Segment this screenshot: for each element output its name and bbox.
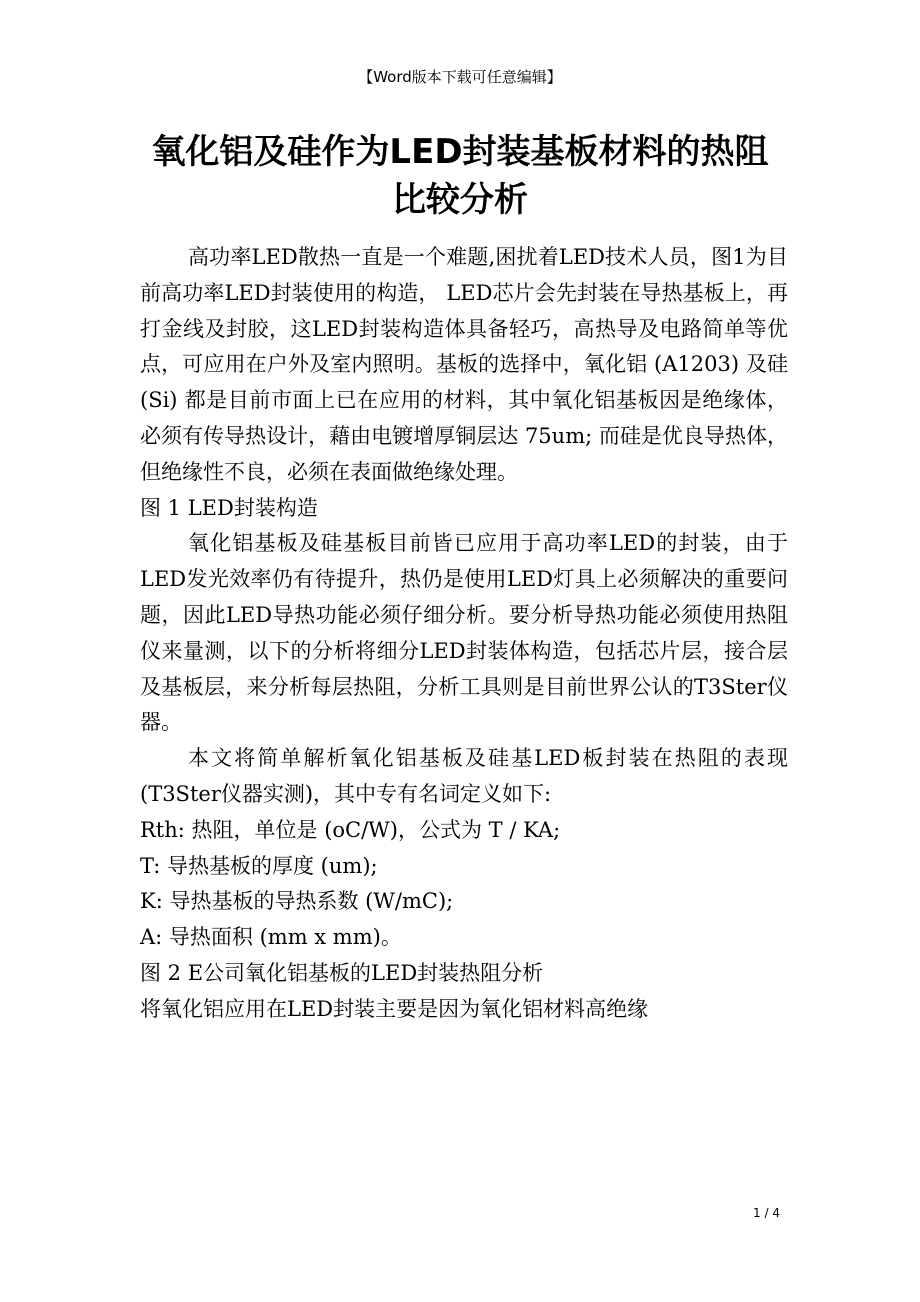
title-line-2: 比较分析 — [392, 180, 528, 220]
definition-rth: Rth: 热阻，单位是 (oC/W)，公式为 T / KA; — [140, 817, 561, 842]
paragraph-4: 将氧化铝应用在LED封装主要是因为氧化铝材料高绝缘 — [140, 996, 649, 1021]
title-line-1: 氧化铝及硅作为LED封装基板材料的热阻 — [151, 132, 769, 172]
figure-2-caption: 图 2 E公司氧化铝基板的LED封装热阻分析 — [140, 960, 544, 985]
document-title — [100, 128, 820, 224]
document-body — [140, 240, 788, 1028]
definition-k: K: 导热基板的导热系数 (W/mC); — [140, 889, 454, 914]
paragraph-1: 高功率LED散热一直是一个难题,困扰着LED技术人员，图1为目前高功率LED封装使用的构造， LED芯片会先封装在导热基板上，再打金线及封胶，这LED封装构造体具备轻巧，高热导及电路简单等优点，可应用在户外及室内照明。基板的选择中，氧化铝 (A1203) 及硅 (Si) 都是目前市面上已在应用的材料，其中氧化铝基板因是绝缘体，必须有传导热设计，藉由电镀增厚铜层达 75um; 而硅是优良导热体，但绝缘性不良，必须在表面做绝缘处理。 — [140, 245, 788, 484]
definition-t: T: 导热基板的厚度 (um); — [140, 853, 378, 878]
figure-1-caption: 图 1 LED封装构造 — [140, 495, 318, 520]
page-header: 【Word版本下载可任意编辑】 — [358, 68, 562, 86]
page-number: 1 / 4 — [753, 1206, 780, 1220]
paragraph-2: 氧化铝基板及硅基板目前皆已应用于高功率LED的封装，由于LED发光效率仍有待提升，热仍是使用LED灯具上必须解决的重要问题，因此LED导热功能必须仔细分析。要分析导热功能必须使用热阻仪来量测，以下的分析将细分LED封装体构造，包括芯片层，接合层及基板层，来分析每层热阻，分析工具则是目前世界公认的T3Ster仪器。 — [140, 531, 788, 735]
paragraph-3: 本文将简单解析氧化铝基板及硅基LED板封装在热阻的表现 (T3Ster仪器实测)，其中专有名词定义如下: — [140, 746, 788, 806]
definition-a: A: 导热面积 (mm x mm)。 — [140, 925, 402, 950]
